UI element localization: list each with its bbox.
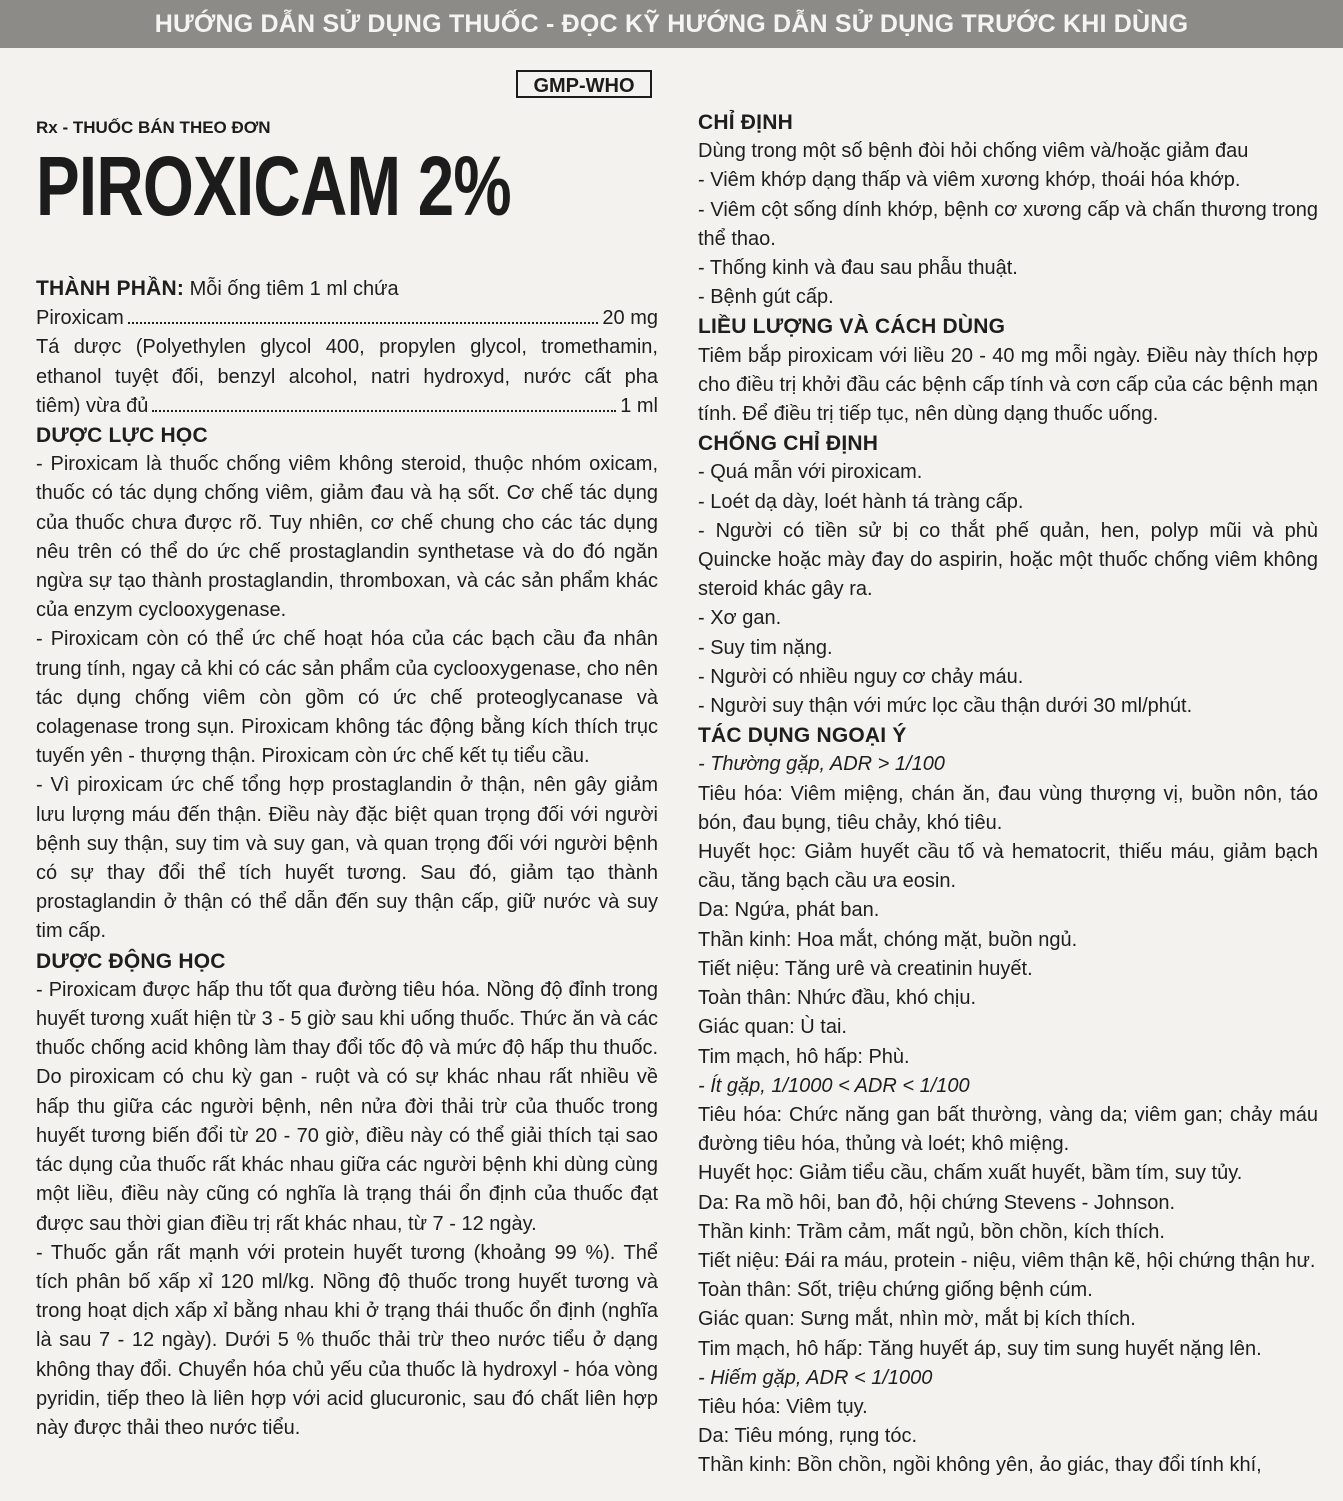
side-effect-item: Giác quan: Ù tai. bbox=[698, 1016, 847, 1039]
frequency-label-rare: - Hiếm gặp, ADR < 1/1000 bbox=[698, 1366, 933, 1389]
frequency-label-uncommon: - Ít gặp, 1/1000 < ADR < 1/100 bbox=[698, 1074, 970, 1097]
side-effect-item: Thần kinh: Trầm cảm, mất ngủ, bồn chồn, kích thích. bbox=[698, 1220, 1165, 1243]
contraindication-item: - Loét dạ dày, loét hành tá tràng cấp. bbox=[698, 490, 1024, 513]
contraindication-item: - Suy tim nặng. bbox=[698, 636, 833, 659]
pharmacokinetics-heading: DƯỢC ĐỘNG HỌC bbox=[36, 949, 226, 973]
side-effect-item: Tiêu hóa: Chức năng gan bất thường, vàng da; viêm gan; chảy máu đường tiêu hóa, thủng và loét; khô miệng. bbox=[698, 1103, 1318, 1156]
contraindications-heading: CHỐNG CHỈ ĐỊNH bbox=[698, 432, 879, 456]
dosage-heading: LIỀU LƯỢNG VÀ CÁCH DÙNG bbox=[698, 315, 1006, 339]
indications-intro: Dùng trong một số bệnh đòi hỏi chống viêm và/hoặc giảm đau bbox=[698, 140, 1249, 163]
dot-leader bbox=[152, 410, 616, 412]
gmp-who-badge: GMP-WHO bbox=[516, 70, 652, 98]
side-effect-item: Tiêu hóa: Viêm miệng, chán ăn, đau vùng thượng vị, buồn nôn, táo bón, đau bụng, tiêu chảy, khó tiêu. bbox=[698, 782, 1318, 834]
dosage-paragraph: Tiêm bắp piroxicam với liều 20 - 40 mg mỗi ngày. Điều này thích hợp cho điều trị khởi đầu các bệnh cấp tính và cơn cấp của các bệnh mạn tính. Để điều trị tiếp tục, nên dùng dạng thuốc uống. bbox=[698, 344, 1318, 426]
excipient-line: Tá dược (Polyethylen glycol 400, propylen glycol, tromethamin, bbox=[36, 336, 658, 359]
indication-item: - Viêm cột sống dính khớp, bệnh cơ xương cấp và chấn thương trong thể thao. bbox=[698, 198, 1318, 250]
active-ingredient-name: Piroxicam bbox=[36, 307, 124, 330]
excipient-line: ethanol tuyệt đối, benzyl alcohol, natri hydroxyd, nước cất pha bbox=[36, 365, 658, 388]
indication-item: - Thống kinh và đau sau phẫu thuật. bbox=[698, 257, 1018, 280]
side-effect-item: Da: Tiêu móng, rụng tóc. bbox=[698, 1425, 918, 1448]
side-effect-item: Da: Ra mồ hôi, ban đỏ, hội chứng Stevens - Johnson. bbox=[698, 1191, 1176, 1214]
product-title: PIROXICAM 2% bbox=[36, 139, 511, 233]
side-effect-item: Huyết học: Giảm tiểu cầu, chấm xuất huyết, bầm tím, suy tủy. bbox=[698, 1162, 1243, 1185]
pharmacokinetics-paragraph: - Thuốc gắn rất mạnh với protein huyết tương (khoảng 99 %). Thể tích phân bố xấp xỉ 120 ml/kg. Nồng độ thuốc trong huyết tương và trong hoạt dịch xấp xỉ bằng nhau khi ở trạng thái thuốc ổn định (nghĩa là sau 7 - 12 ngày). Dưới 5 % thuốc thải trừ theo nước tiểu ở dạng không thay đổi. Chuyển hóa chủ yếu của thuốc là hydroxyl - hóa vòng pyridin, tiếp theo là liên hợp với acid glucuronic, sau đó chất liên hợp này được thải theo nước tiểu. bbox=[36, 1241, 658, 1439]
pharmacodynamics-paragraph: - Piroxicam là thuốc chống viêm không steroid, thuộc nhóm oxicam, thuốc có tác dụng chống viêm, giảm đau và hạ sốt. Cơ chế tác dụng của thuốc chưa được rõ. Tuy nhiên, cơ chế chung cho các tác dụng nêu trên có thể do ức chế prostaglandin synthetase và do đó ngăn ngừa sự tạo thành prostaglandin, thromboxan, và các sản phẩm khác của enzym cyclooxygenase. bbox=[36, 453, 658, 622]
excipient-row bbox=[36, 392, 658, 421]
indication-item: - Viêm khớp dạng thấp và viêm xương khớp, thoái hóa khớp. bbox=[698, 169, 1241, 192]
composition-heading: THÀNH PHẦN: bbox=[36, 277, 185, 300]
contraindication-item: - Xơ gan. bbox=[698, 607, 782, 630]
side-effect-item: Toàn thân: Sốt, triệu chứng giống bệnh cúm. bbox=[698, 1279, 1093, 1302]
left-column bbox=[36, 274, 658, 1443]
side-effect-item: Giác quan: Sưng mắt, nhìn mờ, mắt bị kích thích. bbox=[698, 1308, 1136, 1331]
side-effect-item: Da: Ngứa, phát ban. bbox=[698, 899, 880, 922]
side-effect-item: Toàn thân: Nhức đầu, khó chịu. bbox=[698, 987, 977, 1010]
frequency-label-common: - Thường gặp, ADR > 1/100 bbox=[698, 753, 945, 776]
pharmacodynamics-paragraph: - Vì piroxicam ức chế tổng hợp prostaglandin ở thận, nên gây giảm lưu lượng máu đến thận. Điều này đặc biệt quan trọng đối với người bệnh suy thận, suy tim và suy gan, và quan trọng đối với người bệnh có sự thay đổi thể tích huyết tương. Sau đó, giảm tạo thành prostaglandin ở thận có thể dẫn đến suy thận cấp, giữ nước và suy tim cấp. bbox=[36, 774, 658, 943]
active-ingredient-row bbox=[36, 304, 658, 333]
side-effect-item: Thần kinh: Hoa mắt, chóng mặt, buồn ngủ. bbox=[698, 928, 1078, 951]
side-effect-item: Tim mạch, hô hấp: Phù. bbox=[698, 1045, 910, 1068]
side-effect-item: Tiêu hóa: Viêm tụy. bbox=[698, 1395, 868, 1418]
warning-banner: HƯỚNG DẪN SỬ DỤNG THUỐC - ĐỌC KỸ HƯỚNG DẪN SỬ DỤNG TRƯỚC KHI DÙNG bbox=[0, 0, 1343, 48]
pharmacodynamics-paragraph: - Piroxicam còn có thể ức chế hoạt hóa của các bạch cầu đa nhân trung tính, ngay cả khi có các sản phẩm của cyclooxygenase, cho nên tác dụng chống viêm còn gồm có ức chế proteoglycanase và colagenase trong sụn. Piroxicam không tác động bằng kích thích trục tuyến yên - thượng thận. Piroxicam còn ức chế kết tụ tiểu cầu. bbox=[36, 628, 658, 768]
side-effect-item: Tim mạch, hô hấp: Tăng huyết áp, suy tim sung huyết nặng lên. bbox=[698, 1337, 1262, 1360]
side-effect-item: Tiết niệu: Tăng urê và creatinin huyết. bbox=[698, 957, 1033, 980]
side-effect-item: Thần kinh: Bồn chồn, ngồi không yên, ảo giác, thay đổi tính khí, bbox=[698, 1454, 1262, 1477]
right-column bbox=[698, 108, 1318, 1481]
contraindication-item: - Quá mẫn với piroxicam. bbox=[698, 461, 923, 484]
composition-intro bbox=[36, 274, 658, 304]
side-effect-item: Huyết học: Giảm huyết cầu tố và hematocrit, thiếu máu, giảm bạch cầu, tăng bạch cầu ưa eosin. bbox=[698, 841, 1318, 893]
composition-intro-text: Mỗi ống tiêm 1 ml chứa bbox=[184, 278, 399, 300]
pharmacokinetics-paragraph: - Piroxicam được hấp thu tốt qua đường tiêu hóa. Nồng độ đỉnh trong huyết tương xuất hiện từ 3 - 5 giờ sau khi uống thuốc. Thức ăn và các thuốc chống acid không làm thay đổi tốc độ và mức độ hấp thu thuốc. Do piroxicam có chu kỳ gan - ruột và có sự khác nhau rất nhiều về hấp thu giữa các người bệnh, nên nửa đời thải trừ của thuốc trong huyết tương biến đổi từ 20 - 70 giờ, điều này có thể giải thích tại sao tác dụng của thuốc rất khác nhau giữa các người bệnh khi dùng cùng một liều, điều này cũng có nghĩa là trạng thái ổn định của thuốc đạt được sau thời gian điều trị rất khác nhau, từ 7 - 12 ngày. bbox=[36, 978, 658, 1235]
dot-leader bbox=[128, 322, 599, 324]
prescription-notice: Rx - THUỐC BÁN THEO ĐƠN bbox=[36, 118, 271, 137]
excipient-amount: 1 ml bbox=[620, 394, 658, 417]
side-effect-item: Tiết niệu: Đái ra máu, protein - niệu, viêm thận kẽ, hội chứng thận hư. bbox=[698, 1249, 1316, 1272]
excipient-name: tiêm) vừa đủ bbox=[36, 394, 149, 417]
side-effects-heading: TÁC DỤNG NGOẠI Ý bbox=[698, 724, 907, 748]
contraindication-item: - Người có tiền sử bị co thắt phế quản, hen, polyp mũi và phù Quincke hoặc mày đay do aspirin, hoặc một thuốc chống viêm không steroid khác gây ra. bbox=[698, 519, 1318, 601]
contraindication-item: - Người có nhiều nguy cơ chảy máu. bbox=[698, 665, 1024, 688]
active-ingredient-amount: 20 mg bbox=[602, 307, 658, 330]
indication-item: - Bệnh gút cấp. bbox=[698, 286, 834, 309]
indications-heading: CHỈ ĐỊNH bbox=[698, 111, 793, 134]
pharmacodynamics-heading: DƯỢC LỰC HỌC bbox=[36, 424, 208, 448]
contraindication-item: - Người suy thận với mức lọc cầu thận dưới 30 ml/phút. bbox=[698, 695, 1193, 718]
